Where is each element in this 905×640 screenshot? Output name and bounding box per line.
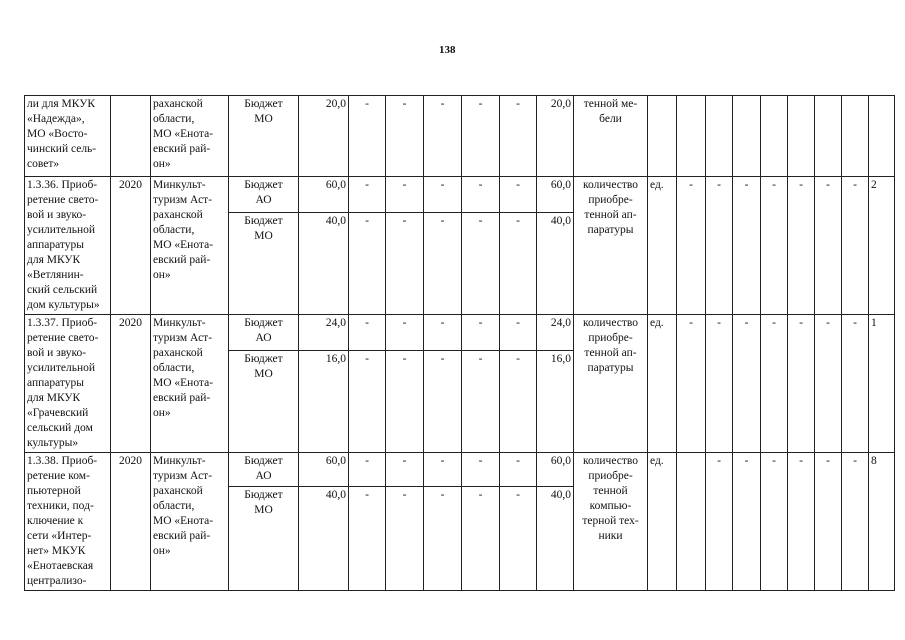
value-2020-cell: 20,0 <box>299 96 349 177</box>
event-cell: ли для МКУК «Надежда», МО «Восто- чинский сель- совет» <box>25 96 111 177</box>
year-value-cell: - <box>386 351 424 453</box>
funding-source-cell: Бюджет АО <box>229 453 299 487</box>
indicator-cell: тенной ме- бели <box>574 96 648 177</box>
indicator-value-cell: - <box>788 315 815 453</box>
indicator-value-cell: 1 <box>869 315 895 453</box>
value-2020-cell: 24,0 <box>299 315 349 351</box>
indicator-value-cell: - <box>733 315 761 453</box>
year-value-cell: - <box>424 212 462 314</box>
executor-cell: Минкульт- туризм Аст- раханской области, МО «Енота- евский рай- он» <box>151 177 229 315</box>
indicator-value-cell <box>706 96 733 177</box>
indicator-value-cell: - <box>761 315 788 453</box>
indicator-value-cell <box>842 96 869 177</box>
indicator-value-cell: - <box>842 177 869 315</box>
year-value-cell: - <box>462 96 500 177</box>
indicator-value-cell <box>677 453 706 591</box>
indicator-value-cell <box>761 96 788 177</box>
indicator-cell: количество приобре- тенной ап- паратуры <box>574 177 648 315</box>
year-value-cell: - <box>349 212 386 314</box>
indicator-value-cell: - <box>677 177 706 315</box>
total-cell: 40,0 <box>537 487 574 591</box>
unit-cell <box>648 96 677 177</box>
year-value-cell: - <box>500 453 537 487</box>
year-value-cell: - <box>500 315 537 351</box>
indicator-value-cell: - <box>842 315 869 453</box>
indicator-value-cell: - <box>815 453 842 591</box>
unit-cell: ед. <box>648 453 677 591</box>
event-cell: 1.3.36. Приоб- ретение свето- вой и звуко- усилительной аппаратуры для МКУК «Ветлянин- ский сельский дом культуры» <box>25 177 111 315</box>
year-value-cell: - <box>424 177 462 213</box>
table-row <box>25 177 895 213</box>
year-value-cell: - <box>386 177 424 213</box>
year-value-cell: - <box>349 453 386 487</box>
funding-source-cell: Бюджет МО <box>229 96 299 177</box>
indicator-value-cell: - <box>706 177 733 315</box>
funding-source-cell: Бюджет МО <box>229 351 299 453</box>
indicator-cell: количество приобре- тенной ап- паратуры <box>574 315 648 453</box>
table-row <box>25 315 895 351</box>
year-value-cell: - <box>424 351 462 453</box>
year-value-cell: - <box>386 96 424 177</box>
unit-cell: ед. <box>648 315 677 453</box>
indicator-value-cell: - <box>815 315 842 453</box>
year-value-cell: - <box>349 315 386 351</box>
value-2020-cell: 40,0 <box>299 487 349 591</box>
page-number: 138 <box>439 44 456 56</box>
year-value-cell: - <box>349 487 386 591</box>
year-value-cell: - <box>500 487 537 591</box>
year-value-cell: - <box>500 96 537 177</box>
event-cell: 1.3.37. Приоб- ретение свето- вой и звуко- усилительной аппаратуры для МКУК «Грачевский сельский дом культуры» <box>25 315 111 453</box>
indicator-value-cell <box>677 96 706 177</box>
indicator-value-cell: - <box>677 315 706 453</box>
year-value-cell: - <box>462 177 500 213</box>
year-value-cell: - <box>349 96 386 177</box>
year-value-cell: - <box>424 96 462 177</box>
year-value-cell: - <box>386 315 424 351</box>
total-cell: 24,0 <box>537 315 574 351</box>
indicator-value-cell: - <box>842 453 869 591</box>
total-cell: 40,0 <box>537 212 574 314</box>
indicator-value-cell: - <box>706 453 733 591</box>
event-cell: 1.3.38. Приоб- ретение ком- пьютерной техники, под- ключение к сети «Интер- нет» МКУК «Енотаевская централизо- <box>25 453 111 591</box>
table-row <box>25 453 895 487</box>
executor-cell: Минкульт- туризм Аст- раханской области, МО «Енота- евский рай- он» <box>151 453 229 591</box>
total-cell: 60,0 <box>537 453 574 487</box>
year-value-cell: - <box>349 351 386 453</box>
value-2020-cell: 60,0 <box>299 177 349 213</box>
program-table <box>24 95 895 591</box>
indicator-value-cell <box>788 96 815 177</box>
indicator-value-cell: - <box>761 177 788 315</box>
year-value-cell: - <box>462 487 500 591</box>
indicator-value-cell <box>869 96 895 177</box>
indicator-value-cell: 8 <box>869 453 895 591</box>
indicator-value-cell: - <box>788 177 815 315</box>
year-value-cell: - <box>462 315 500 351</box>
year-value-cell: - <box>386 487 424 591</box>
year-value-cell: - <box>462 351 500 453</box>
year-value-cell: - <box>500 212 537 314</box>
value-2020-cell: 40,0 <box>299 212 349 314</box>
executor-cell: раханской области, МО «Енота- евский рай- он» <box>151 96 229 177</box>
indicator-value-cell <box>733 96 761 177</box>
year-cell: 2020 <box>111 315 151 453</box>
year-value-cell: - <box>500 351 537 453</box>
table-row <box>25 96 895 177</box>
indicator-cell: количество приобре- тенной компью- терной тех- ники <box>574 453 648 591</box>
funding-source-cell: Бюджет МО <box>229 212 299 314</box>
value-2020-cell: 16,0 <box>299 351 349 453</box>
year-cell: 2020 <box>111 453 151 591</box>
total-cell: 16,0 <box>537 351 574 453</box>
year-value-cell: - <box>424 453 462 487</box>
funding-source-cell: Бюджет АО <box>229 177 299 213</box>
indicator-value-cell: - <box>733 453 761 591</box>
year-value-cell: - <box>386 212 424 314</box>
indicator-value-cell: - <box>733 177 761 315</box>
year-value-cell: - <box>424 315 462 351</box>
total-cell: 20,0 <box>537 96 574 177</box>
unit-cell: ед. <box>648 177 677 315</box>
indicator-value-cell: - <box>788 453 815 591</box>
funding-source-cell: Бюджет МО <box>229 487 299 591</box>
year-value-cell: - <box>349 177 386 213</box>
indicator-value-cell: - <box>815 177 842 315</box>
indicator-value-cell: - <box>706 315 733 453</box>
value-2020-cell: 60,0 <box>299 453 349 487</box>
executor-cell: Минкульт- туризм Аст- раханской области, МО «Енота- евский рай- он» <box>151 315 229 453</box>
year-value-cell: - <box>424 487 462 591</box>
year-value-cell: - <box>462 453 500 487</box>
indicator-value-cell <box>815 96 842 177</box>
year-value-cell: - <box>386 453 424 487</box>
total-cell: 60,0 <box>537 177 574 213</box>
year-cell: 2020 <box>111 177 151 315</box>
indicator-value-cell: - <box>761 453 788 591</box>
year-cell <box>111 96 151 177</box>
indicator-value-cell: 2 <box>869 177 895 315</box>
funding-source-cell: Бюджет АО <box>229 315 299 351</box>
year-value-cell: - <box>462 212 500 314</box>
year-value-cell: - <box>500 177 537 213</box>
